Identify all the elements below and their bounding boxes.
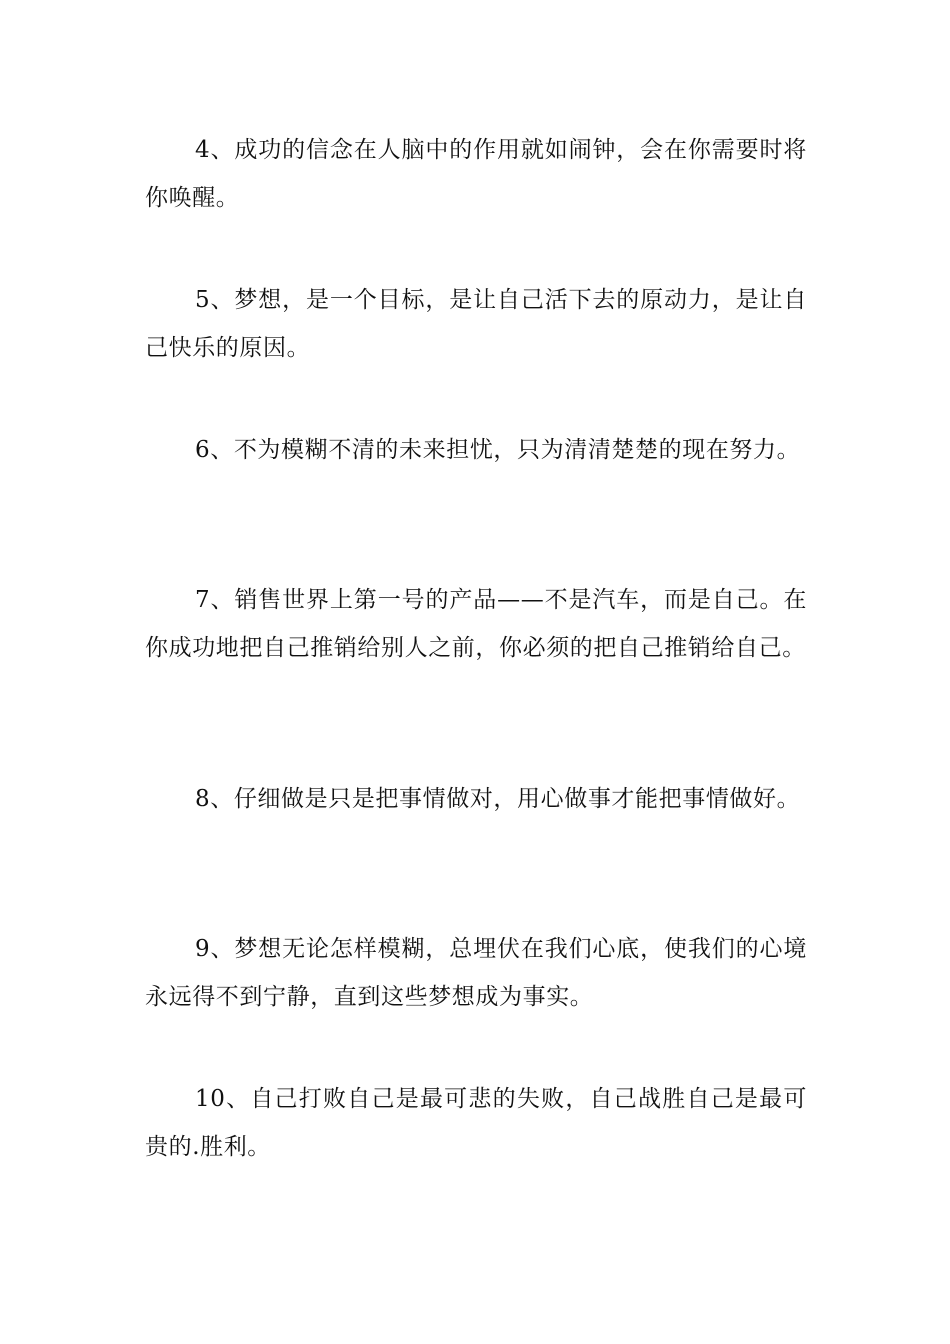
paragraph-7: 7、销售世界上第一号的产品——不是汽车，而是自己。在你成功地把自己推销给别人之前，你必须的把自己推销给自己。 [145, 587, 807, 661]
paragraph-5: 5、梦想，是一个目标，是让自己活下去的原动力，是让自己快乐的原因。 [145, 287, 807, 361]
paragraph-6: 6、不为模糊不清的未来担忧，只为清清楚楚的现在努力。 [195, 437, 801, 463]
paragraph-4: 4、成功的信念在人脑中的作用就如闹钟，会在你需要时将你唤醒。 [145, 137, 807, 211]
paragraph-9: 9、梦想无论怎样模糊，总埋伏在我们心底，使我们的心境永远得不到宁静，直到这些梦想成为事实。 [145, 936, 807, 1010]
paragraph-10: 10、自己打败自己是最可悲的失败，自己战胜自己是最可贵的.胜利。 [145, 1086, 807, 1160]
paragraph-8: 8、仔细做是只是把事情做对，用心做事才能把事情做好。 [195, 786, 801, 812]
